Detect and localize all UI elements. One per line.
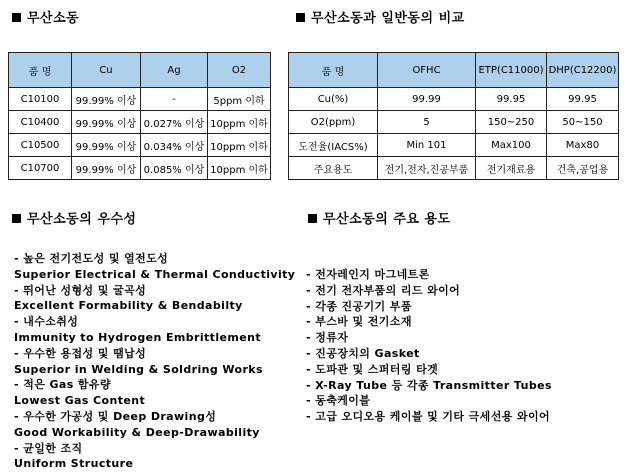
list-item: - 균일한 조직 <box>14 441 83 455</box>
table-cell: 99.99% 이상 <box>72 134 141 157</box>
advantages-list <box>14 251 295 472</box>
list-item: - 전자레인지 마그네트론 <box>306 268 430 281</box>
table-cell: 10ppm 이하 <box>208 157 271 180</box>
table-row <box>9 111 271 134</box>
table-cell: Cu(%) <box>289 88 378 111</box>
table-cell: 주요용도 <box>289 157 378 180</box>
table-cell: C10500 <box>9 134 72 157</box>
square-bullet-icon <box>296 13 305 22</box>
table-cell: 5 <box>378 111 476 134</box>
header-cell: 품 명 <box>289 53 378 88</box>
table-cell: 50~150 <box>547 111 619 134</box>
table-cell: 5ppm 이하 <box>208 88 271 111</box>
comparison-table <box>288 52 619 180</box>
table-row <box>289 111 619 134</box>
header-cell: Ag <box>141 53 208 88</box>
table-cell: 99.99% 이상 <box>72 157 141 180</box>
left-heading: 무산소동 <box>12 11 79 27</box>
square-bullet-icon <box>12 214 21 223</box>
table-cell: 전기,전자,진공부품 <box>378 157 476 180</box>
table-row <box>9 88 271 111</box>
header-cell: DHP(C12200) <box>547 53 619 88</box>
table-cell: Min 101 <box>378 134 476 157</box>
uses-list <box>306 267 552 425</box>
table-cell: 99.99% 이상 <box>72 111 141 134</box>
list-item: - 정류자 <box>306 331 349 345</box>
table-cell: 전기재료용 <box>476 157 547 180</box>
table-cell: 150~250 <box>476 111 547 134</box>
table-cell: 99.95 <box>476 88 547 111</box>
list-item: Lowest Gas Content <box>14 394 146 408</box>
table-row <box>289 88 619 111</box>
list-item: - 진공장치의 Gasket <box>306 346 420 360</box>
uses-heading: 무산소동의 주요 용도 <box>308 212 451 228</box>
grades-table <box>8 52 271 180</box>
list-item: - 각종 진공기기 부품 <box>306 299 412 313</box>
list-item: - 뛰어난 성형성 및 굴곡성 <box>14 283 147 297</box>
list-item: Good Workability & Deep-Drawability <box>14 425 260 439</box>
header-cell: O2 <box>208 53 271 88</box>
header-cell: Cu <box>72 53 141 88</box>
table-header-row <box>289 53 619 88</box>
table-cell: C10700 <box>9 157 72 180</box>
table-cell: C10400 <box>9 111 72 134</box>
table-cell: 도전율(IACS%) <box>289 134 378 157</box>
table-row <box>9 157 271 180</box>
table-cell: 0.085% 이상 <box>141 157 208 180</box>
table-cell: Max80 <box>547 134 619 157</box>
right-heading: 무산소동과 일반동의 비교 <box>296 11 465 27</box>
square-bullet-icon <box>308 214 317 223</box>
list-item: - 우수한 가공성 및 Deep Drawing성 <box>14 409 217 423</box>
advantages-heading: 무산소동의 우수성 <box>12 212 137 228</box>
list-item: - 도파관 및 스퍼터링 타겟 <box>306 362 439 376</box>
table-cell: 99.95 <box>547 88 619 111</box>
table-row <box>289 157 619 180</box>
table-cell: O2(ppm) <box>289 111 378 134</box>
table-cell: 10ppm 이하 <box>208 134 271 157</box>
header-cell: OFHC <box>378 53 476 88</box>
table-row <box>289 134 619 157</box>
list-item: Excellent Formability & Bendabilty <box>14 299 243 313</box>
list-item: - X-Ray Tube 등 각종 Transmitter Tubes <box>306 378 552 392</box>
square-bullet-icon <box>12 13 21 22</box>
list-item: - 전기 전자부품의 리드 와이어 <box>306 283 461 297</box>
table-cell: 99.99 <box>378 88 476 111</box>
table-cell: - <box>141 88 208 111</box>
list-item: Superior in Welding & Soldring Works <box>14 362 263 376</box>
list-item: - 부스바 및 전기소재 <box>306 315 412 329</box>
list-item: - 동축케이블 <box>306 394 371 408</box>
table-cell: 0.027% 이상 <box>141 111 208 134</box>
list-item: Immunity to Hydrogen Embrittlement <box>14 330 261 344</box>
table-cell: 99.99% 이상 <box>72 88 141 111</box>
list-item: Uniform Structure <box>14 457 134 471</box>
table-cell: 0.034% 이상 <box>141 134 208 157</box>
table-cell: 10ppm 이하 <box>208 111 271 134</box>
list-item: - 우수한 용접성 및 땜납성 <box>14 346 147 360</box>
table-header-row <box>9 53 271 88</box>
header-cell: ETP(C11000) <box>476 53 547 88</box>
table-cell: 건축,공업용 <box>547 157 619 180</box>
table-row <box>9 134 271 157</box>
list-item: - 높은 전기전도성 및 열전도성 <box>14 252 169 265</box>
list-item: Superior Electrical & Thermal Conductivity <box>14 267 296 281</box>
list-item: - 적은 Gas 함유량 <box>14 378 111 392</box>
table-cell: C10100 <box>9 88 72 111</box>
table-cell: Max100 <box>476 134 547 157</box>
list-item: - 고급 오디오용 케이블 및 기타 극세선용 와이어 <box>306 410 551 424</box>
header-cell: 품 명 <box>9 53 72 88</box>
list-item: - 내수소취성 <box>14 315 79 329</box>
